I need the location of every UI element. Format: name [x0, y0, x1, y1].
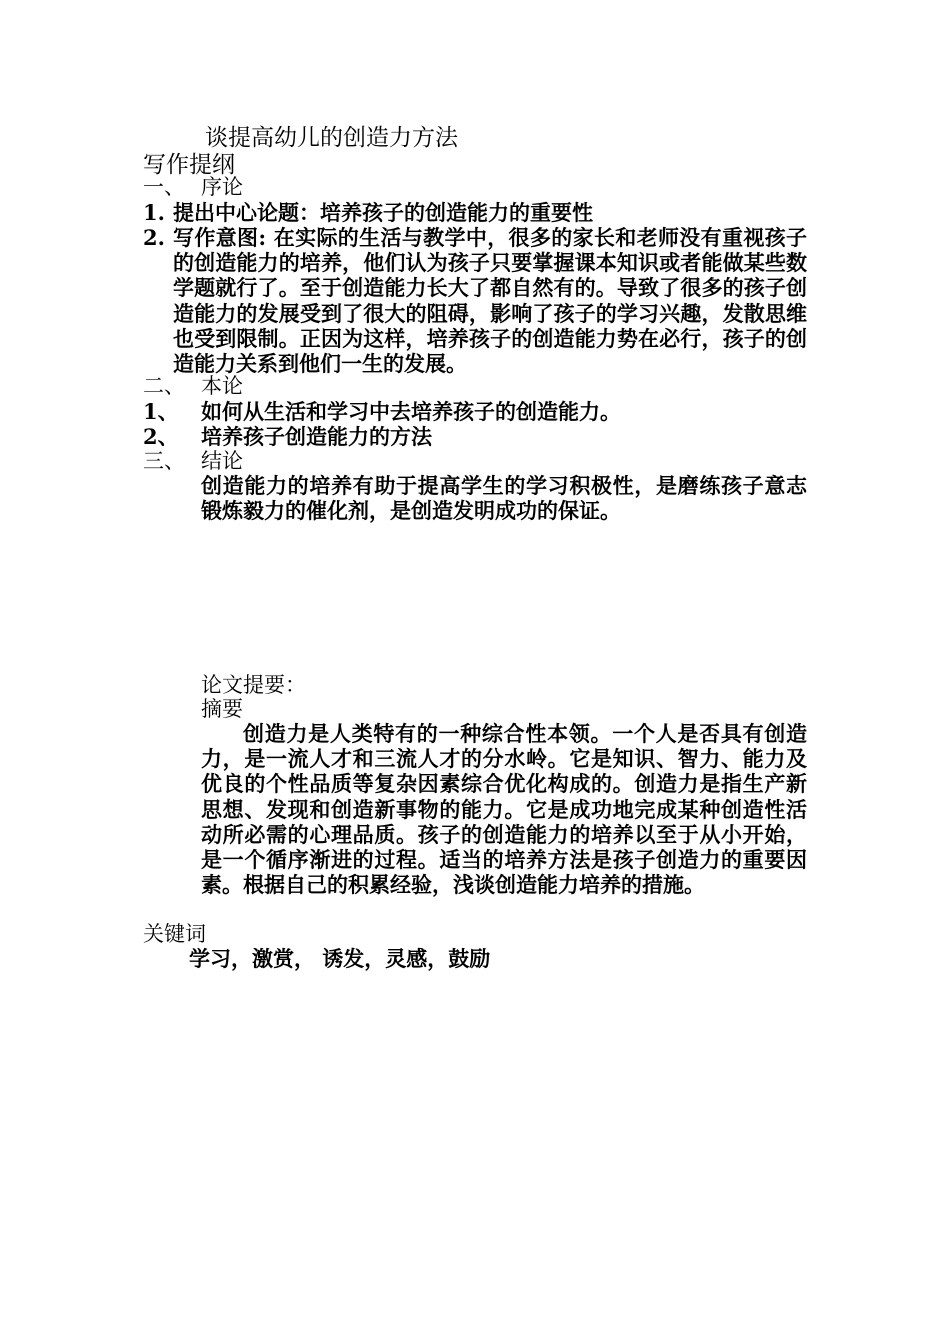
- section-introduction: [143, 175, 253, 200]
- item-number: 1.: [143, 200, 165, 225]
- section-label: 结论: [201, 449, 243, 473]
- body-item-1: [143, 399, 663, 424]
- abstract-label: 摘要: [201, 697, 243, 721]
- outline-heading: 写作提纲: [143, 152, 235, 178]
- abstract-heading: 论文提要：: [201, 673, 306, 697]
- item-text: 培养孩子创造能力的方法: [201, 424, 432, 449]
- item-number: 2、: [143, 424, 179, 449]
- item-text: 提出中心论题：培养孩子的创造能力的重要性: [173, 200, 593, 225]
- keywords-list: 学习，激赏， 诱发，灵感，鼓励: [189, 946, 491, 971]
- section-number: 一、: [143, 175, 185, 199]
- document-title: 谈提高幼儿的创造力方法: [205, 125, 458, 151]
- section-label: 序论: [201, 175, 243, 199]
- outline-item-1: [143, 200, 643, 225]
- section-conclusion: [143, 449, 253, 474]
- conclusion-text: 创造能力的培养有助于提高学生的学习积极性，是磨练孩子意志锻炼毅力的催化剂，是创造发明成功的保证。: [201, 473, 807, 524]
- keywords-heading: 关键词: [143, 922, 206, 946]
- outline-item-2-text: 写作意图: 在实际的生活与教学中，很多的家长和老师没有重视孩子的创造能力的培养，他们认为孩子只要掌握课本知识或者能做某些数学题就行了。至于创造能力长大了都自然有的。导致了很多的孩子创造能力的发展受到了很大的阻碍，影响了孩子的学习兴趣，发散思维也受到限制。正因为这样，培养孩子的创造能力势在必行，孩子的创造能力关系到他们一生的发展。: [173, 225, 807, 377]
- section-label: 本论: [201, 374, 243, 398]
- item-number: 1、: [143, 399, 179, 424]
- abstract-text: 创造力是人类特有的一种综合性本领。一个人是否具有创造力，是一流人才和三流人才的分水岭。它是知识、智力、能力及优良的个性品质等复杂因素综合优化构成的。创造力是指生产新思想、发现和创造新事物的能力。它是成功地完成某种创造性活动所必需的心理品质。孩子的创造能力的培养以至于从小开始，是一个循序渐进的过程。适当的培养方法是孩子创造力的重要因素。根据自己的积累经验，浅谈创造能力培养的措施。: [201, 721, 807, 898]
- body-item-2: [143, 424, 463, 449]
- section-number: 二、: [143, 374, 185, 398]
- section-body: [143, 374, 253, 399]
- item-number: 2.: [143, 225, 165, 250]
- section-number: 三、: [143, 449, 185, 473]
- item-text: 如何从生活和学习中去培养孩子的创造能力。: [201, 399, 621, 424]
